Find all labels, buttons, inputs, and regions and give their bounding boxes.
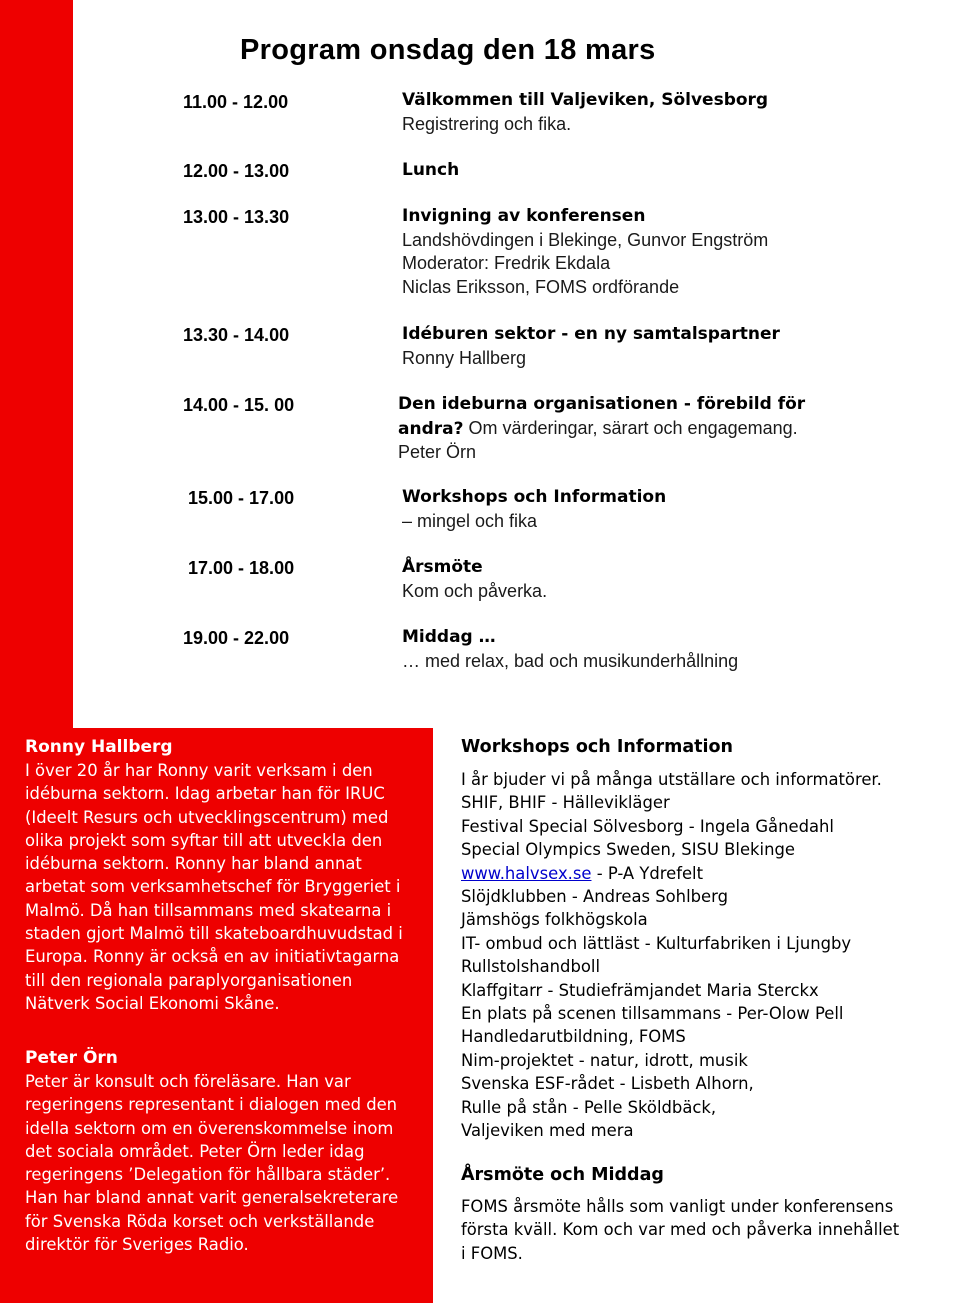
schedule-heading: Workshops och Information bbox=[402, 487, 667, 507]
schedule-heading-cont: andra? bbox=[398, 418, 464, 439]
bio-line: regeringens ’Delegation för hållbara städer’. bbox=[25, 1165, 391, 1185]
bottom-panel bbox=[0, 728, 960, 1303]
exhibitor-item: SHIF, BHIF - Hällevikläger bbox=[461, 793, 670, 813]
schedule-detail: … med relax, bad och musikunderhållning bbox=[402, 650, 739, 671]
schedule-detail: Peter Örn bbox=[398, 442, 477, 462]
bio-line: olika projekt som syftar till att utveckla den bbox=[25, 830, 383, 850]
schedule-detail: Registrering och fika. bbox=[402, 113, 572, 134]
schedule-detail: Moderator: Fredrik Ekdala bbox=[402, 253, 611, 273]
bio-text-peter bbox=[25, 1070, 398, 1256]
bio-line: Europa. Ronny är också en av initiativtagarna bbox=[25, 947, 400, 967]
workshops-heading: Workshops och Information bbox=[461, 737, 733, 757]
exhibitor-contact: - P-A Ydrefelt bbox=[591, 863, 704, 883]
schedule-time: 13.30 - 14.00 bbox=[183, 325, 290, 345]
bio-line: direktör för Sveriges Radio. bbox=[25, 1235, 249, 1255]
exhibitor-item: Rullstolshandboll bbox=[461, 957, 600, 977]
bio-line: Malmö. Då han tillsammans med skatearna i bbox=[25, 900, 392, 920]
schedule-detail: Kom och påverka. bbox=[402, 580, 548, 601]
bio-line: idella sektorn om en överenskommelse inom bbox=[25, 1118, 394, 1138]
speaker-bios-box bbox=[0, 728, 433, 1303]
exhibitor-item: Nim-projektet - natur, idrott, musik bbox=[461, 1050, 748, 1070]
workshops-intro: I år bjuder vi på många utställare och informatörer. bbox=[461, 770, 882, 789]
bio-line: idéburna sektorn. Idag arbetar han för IRUC bbox=[25, 784, 385, 804]
schedule-heading: Middag … bbox=[402, 627, 496, 647]
schedule-time: 12.00 - 13.00 bbox=[183, 161, 290, 181]
halvsex-link[interactable]: www.halvsex.se bbox=[461, 863, 592, 883]
bio-line: (Ideelt Resurs och utvecklingscentrum) med bbox=[25, 807, 389, 827]
exhibitor-item: Slöjdklubben - Andreas Sohlberg bbox=[461, 887, 728, 907]
bio-line: arbetat som verksamhetschef för Bryggeriet i bbox=[25, 877, 401, 897]
exhibitor-item: Svenska ESF-rådet - Lisbeth Alhorn, bbox=[461, 1074, 754, 1094]
schedule-heading: Idéburen sektor - en ny samtalspartner bbox=[402, 324, 780, 344]
schedule-heading: Invigning av konferensen bbox=[402, 206, 646, 226]
bio-line: till den regionala paraplyorganisationen bbox=[25, 970, 353, 990]
annual-meeting-line: FOMS årsmöte hålls som vanligt under konferensens bbox=[461, 1197, 894, 1216]
annual-meeting-line: första kväll. Kom och var med och påverka innehållet bbox=[461, 1220, 900, 1240]
schedule-time: 13.00 - 13.30 bbox=[183, 207, 290, 227]
schedule-time: 17.00 - 18.00 bbox=[188, 558, 295, 578]
schedule-heading: Lunch bbox=[402, 160, 460, 180]
exhibitor-item: Valjeviken med mera bbox=[461, 1121, 634, 1141]
annual-meeting-text bbox=[461, 1195, 899, 1265]
bio-line: Peter är konsult och föreläsare. Han var bbox=[25, 1072, 351, 1091]
bio-line: för Svenska Röda korset och verkställande bbox=[25, 1211, 375, 1231]
bio-line: Nätverk Social Ekonomi Skåne. bbox=[25, 993, 280, 1013]
exhibitor-item: IT- ombud och lättläst - Kulturfabriken i Ljungby bbox=[461, 933, 852, 953]
bio-line: idéburna sektorn. Ronny har bland annat bbox=[25, 854, 362, 874]
exhibitor-item bbox=[461, 862, 882, 885]
schedule-detail: Ronny Hallberg bbox=[402, 347, 527, 368]
exhibitor-item: En plats på scenen tillsammans - Per-Olow Pell bbox=[461, 1004, 844, 1024]
exhibitor-item: Festival Special Sölvesborg - Ingela Gånedahl bbox=[461, 816, 834, 836]
schedule-heading: Välkommen till Valjeviken, Sölvesborg bbox=[402, 90, 769, 110]
schedule-detail: Niclas Eriksson, FOMS ordförande bbox=[402, 276, 680, 297]
workshops-list bbox=[461, 768, 882, 1143]
exhibitor-item: Special Olympics Sweden, SISU Blekinge bbox=[461, 840, 795, 860]
schedule-detail: Om värderingar, särart och engagemang. bbox=[463, 417, 798, 438]
annual-meeting-heading: Årsmöte och Middag bbox=[461, 1165, 664, 1185]
bio-text-ronny bbox=[25, 759, 403, 1015]
exhibitor-item: Klaffgitarr - Studiefrämjandet Maria Sterckx bbox=[461, 980, 819, 1000]
bio-line: Han har bland annat varit generalsekreterare bbox=[25, 1188, 399, 1208]
schedule-time: 14.00 - 15. 00 bbox=[183, 395, 295, 415]
schedule-heading: Årsmöte bbox=[402, 557, 483, 577]
schedule-time: 11.00 - 12.00 bbox=[183, 92, 289, 112]
exhibitor-item: Handledarutbildning, FOMS bbox=[461, 1027, 686, 1047]
exhibitor-item: Rulle på stån - Pelle Sköldbäck, bbox=[461, 1097, 717, 1117]
bio-name-ronny: Ronny Hallberg bbox=[25, 737, 173, 757]
exhibitor-item: Jämshögs folkhögskola bbox=[461, 910, 648, 930]
workshops-box bbox=[433, 728, 960, 1303]
schedule-detail: Landshövdingen i Blekinge, Gunvor Engström bbox=[402, 229, 769, 250]
annual-meeting-line: i FOMS. bbox=[461, 1243, 523, 1263]
page-title: Program onsdag den 18 mars bbox=[240, 34, 656, 66]
schedule-heading: Den ideburna organisationen - förebild för bbox=[398, 394, 806, 414]
schedule-time: 15.00 - 17.00 bbox=[188, 488, 295, 508]
bio-name-peter: Peter Örn bbox=[25, 1048, 118, 1068]
bio-line: regeringens representant i dialogen med den bbox=[25, 1095, 398, 1115]
schedule-time: 19.00 - 22.00 bbox=[183, 628, 290, 648]
bio-line: staden gjort Malmö till skateboardhuvudstad i bbox=[25, 924, 403, 944]
bio-line: det sociala området. Peter Örn leder idag bbox=[25, 1141, 365, 1161]
schedule-detail: – mingel och fika bbox=[402, 510, 538, 531]
bio-line: I över 20 år har Ronny varit verksam i den bbox=[25, 761, 373, 780]
